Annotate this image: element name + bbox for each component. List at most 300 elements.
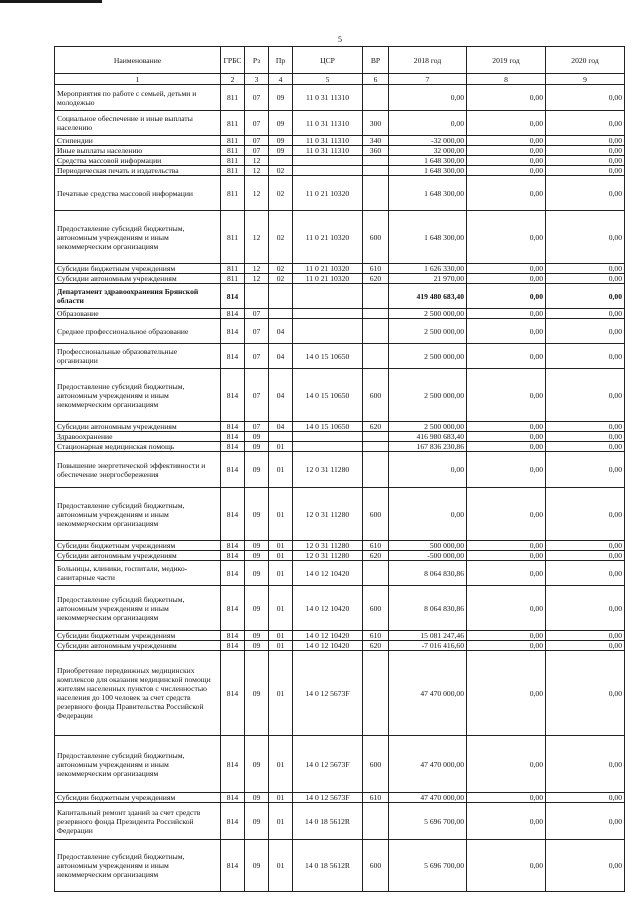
cell-grbs: 814 (221, 452, 245, 488)
cell-2020: 0,00 (546, 736, 625, 793)
cell-grbs: 811 (221, 85, 245, 111)
header-pr: Пр (269, 47, 293, 74)
cell-csr: 12 0 31 11280 (293, 541, 363, 551)
table-row (55, 422, 625, 432)
cell-pr (269, 432, 293, 442)
cell-csr: 14 0 15 10650 (293, 369, 363, 422)
cell-pr: 01 (269, 586, 293, 631)
cell-2019: 0,00 (467, 651, 546, 736)
cell-csr: 14 0 12 5673F (293, 651, 363, 736)
cell-grbs: 811 (221, 111, 245, 136)
cell-name: Среднее профессиональное образование (55, 319, 221, 344)
cell-pr: 02 (269, 176, 293, 211)
cell-name: Капитальный ремонт зданий за счет средств резервного фонда Президента Российской Федерации (55, 803, 221, 840)
cell-2018: 167 836 230,86 (389, 442, 467, 452)
cell-csr: 11 0 21 10320 (293, 176, 363, 211)
cell-pr: 02 (269, 166, 293, 176)
cell-csr: 11 0 31 11310 (293, 111, 363, 136)
cell-rz: 07 (245, 85, 269, 111)
cell-csr: 14 0 18 5612R (293, 840, 363, 892)
header-grbs: ГРБС (221, 47, 245, 74)
cell-2020: 0,00 (546, 551, 625, 561)
table-row (55, 111, 625, 136)
cell-2018: 2 500 000,00 (389, 369, 467, 422)
cell-2020: 0,00 (546, 111, 625, 136)
header-csr: ЦСР (293, 47, 363, 74)
table-row (55, 488, 625, 541)
table-row (55, 309, 625, 319)
cell-name: Стационарная медицинская помощь (55, 442, 221, 452)
cell-2019: 0,00 (467, 551, 546, 561)
cell-2020: 0,00 (546, 344, 625, 369)
header-2018: 2018 год (389, 47, 467, 74)
cell-2018: 1 648 300,00 (389, 166, 467, 176)
cell-rz: 12 (245, 156, 269, 166)
cell-rz: 09 (245, 840, 269, 892)
cell-vr (363, 156, 389, 166)
cell-2018: 47 470 000,00 (389, 651, 467, 736)
cell-vr: 340 (363, 136, 389, 146)
cell-2020: 0,00 (546, 211, 625, 264)
cell-vr (363, 651, 389, 736)
cell-rz: 09 (245, 651, 269, 736)
cell-rz: 09 (245, 586, 269, 631)
cell-pr: 04 (269, 422, 293, 432)
cell-grbs: 814 (221, 541, 245, 551)
cell-grbs: 814 (221, 840, 245, 892)
cell-2019: 0,00 (467, 442, 546, 452)
cell-grbs: 814 (221, 651, 245, 736)
cell-pr (269, 156, 293, 166)
cell-2020: 0,00 (546, 793, 625, 803)
cell-2019: 0,00 (467, 146, 546, 156)
cell-name: Стипендии (55, 136, 221, 146)
cell-csr: 11 0 31 11310 (293, 136, 363, 146)
cell-2018: -32 000,00 (389, 136, 467, 146)
cell-csr: 14 0 12 10420 (293, 561, 363, 586)
colnum-1: 1 (55, 74, 221, 85)
cell-2019: 0,00 (467, 344, 546, 369)
cell-rz: 12 (245, 166, 269, 176)
cell-grbs: 814 (221, 284, 245, 309)
cell-2020: 0,00 (546, 651, 625, 736)
cell-2018: 0,00 (389, 488, 467, 541)
cell-2020: 0,00 (546, 586, 625, 631)
colnum-3: 3 (245, 74, 269, 85)
cell-2018: 1 648 300,00 (389, 176, 467, 211)
cell-vr (363, 319, 389, 344)
cell-vr: 300 (363, 111, 389, 136)
cell-name: Предоставление субсидий бюджетным, автономным учреждениям и иным некоммерческим организациям (55, 840, 221, 892)
cell-pr: 02 (269, 274, 293, 284)
cell-2019: 0,00 (467, 319, 546, 344)
cell-2019: 0,00 (467, 561, 546, 586)
cell-csr: 11 0 31 11310 (293, 146, 363, 156)
cell-2018: 1 626 330,00 (389, 264, 467, 274)
cell-grbs: 814 (221, 369, 245, 422)
cell-grbs: 814 (221, 319, 245, 344)
cell-vr: 600 (363, 211, 389, 264)
page-number: 5 (338, 35, 342, 44)
cell-2020: 0,00 (546, 488, 625, 541)
cell-2019: 0,00 (467, 85, 546, 111)
cell-grbs: 814 (221, 561, 245, 586)
cell-name: Приобретение передвижных медицинских комплексов для оказания медицинской помощи жителям населенных пунктов с численностью населения до 100 человек за счет средств резервного фонда Правительства Российской Федерации (55, 651, 221, 736)
cell-vr (363, 803, 389, 840)
table-row (55, 369, 625, 422)
cell-2020: 0,00 (546, 146, 625, 156)
cell-name: Социальное обеспечение и иные выплаты населению (55, 111, 221, 136)
cell-vr (363, 442, 389, 452)
cell-rz: 07 (245, 344, 269, 369)
cell-csr (293, 284, 363, 309)
cell-vr: 610 (363, 264, 389, 274)
cell-csr (293, 156, 363, 166)
cell-name: Субсидии автономным учреждениям (55, 641, 221, 651)
cell-pr: 09 (269, 136, 293, 146)
cell-name: Субсидии бюджетным учреждениям (55, 541, 221, 551)
cell-name: Субсидии автономным учреждениям (55, 551, 221, 561)
cell-rz: 07 (245, 319, 269, 344)
table-row (55, 840, 625, 892)
cell-grbs: 811 (221, 136, 245, 146)
cell-2019: 0,00 (467, 803, 546, 840)
cell-2019: 0,00 (467, 264, 546, 274)
cell-2020: 0,00 (546, 561, 625, 586)
cell-vr (363, 284, 389, 309)
column-number-row (55, 74, 625, 85)
table-row (55, 156, 625, 166)
cell-rz: 12 (245, 176, 269, 211)
cell-grbs: 814 (221, 586, 245, 631)
table-row (55, 651, 625, 736)
cell-grbs: 814 (221, 344, 245, 369)
cell-name: Профессиональные образовательные организации (55, 344, 221, 369)
cell-rz (245, 284, 269, 309)
cell-rz: 12 (245, 264, 269, 274)
cell-name: Предоставление субсидий бюджетным, автономным учреждениям и иным некоммерческим организациям (55, 488, 221, 541)
cell-2019: 0,00 (467, 166, 546, 176)
cell-2018: 500 000,00 (389, 541, 467, 551)
cell-csr: 14 0 15 10650 (293, 422, 363, 432)
cell-vr (363, 344, 389, 369)
cell-2018: 0,00 (389, 85, 467, 111)
table-row (55, 551, 625, 561)
cell-2020: 0,00 (546, 840, 625, 892)
table-row (55, 452, 625, 488)
cell-2019: 0,00 (467, 541, 546, 551)
cell-2020: 0,00 (546, 319, 625, 344)
cell-name: Субсидии бюджетным учреждениям (55, 631, 221, 641)
cell-2018: 2 500 000,00 (389, 422, 467, 432)
cell-2018: 21 970,00 (389, 274, 467, 284)
cell-2020: 0,00 (546, 85, 625, 111)
cell-csr: 14 0 12 10420 (293, 641, 363, 651)
cell-2019: 0,00 (467, 274, 546, 284)
table-row (55, 641, 625, 651)
cell-pr: 01 (269, 641, 293, 651)
cell-csr: 11 0 21 10320 (293, 211, 363, 264)
cell-csr: 14 0 12 5673F (293, 736, 363, 793)
cell-csr: 11 0 21 10320 (293, 274, 363, 284)
header-rz: Рз (245, 47, 269, 74)
cell-pr: 09 (269, 111, 293, 136)
cell-2018: 0,00 (389, 111, 467, 136)
cell-2018: 2 500 000,00 (389, 344, 467, 369)
cell-grbs: 814 (221, 432, 245, 442)
cell-2018: 15 081 247,46 (389, 631, 467, 641)
cell-2019: 0,00 (467, 793, 546, 803)
cell-vr (363, 309, 389, 319)
cell-2019: 0,00 (467, 586, 546, 631)
colnum-7: 7 (389, 74, 467, 85)
cell-2019: 0,00 (467, 452, 546, 488)
cell-vr: 600 (363, 369, 389, 422)
colnum-9: 9 (546, 74, 625, 85)
cell-grbs: 814 (221, 736, 245, 793)
cell-2019: 0,00 (467, 111, 546, 136)
cell-2019: 0,00 (467, 211, 546, 264)
cell-2018: 8 064 830,86 (389, 561, 467, 586)
cell-name: Субсидии автономным учреждениям (55, 422, 221, 432)
table-row (55, 264, 625, 274)
cell-rz: 09 (245, 452, 269, 488)
cell-rz: 07 (245, 369, 269, 422)
cell-rz: 09 (245, 442, 269, 452)
cell-2018: 416 980 683,40 (389, 432, 467, 442)
cell-2018: 5 696 700,00 (389, 803, 467, 840)
cell-csr (293, 432, 363, 442)
cell-name: Печатные средства массовой информации (55, 176, 221, 211)
cell-2020: 0,00 (546, 176, 625, 211)
table-header-row (55, 47, 625, 74)
cell-rz: 09 (245, 631, 269, 641)
cell-vr: 600 (363, 488, 389, 541)
cell-csr: 12 0 31 11280 (293, 488, 363, 541)
cell-vr (363, 166, 389, 176)
cell-grbs: 811 (221, 166, 245, 176)
cell-grbs: 814 (221, 551, 245, 561)
cell-2020: 0,00 (546, 541, 625, 551)
cell-rz: 07 (245, 136, 269, 146)
cell-csr: 12 0 31 11280 (293, 551, 363, 561)
cell-2019: 0,00 (467, 641, 546, 651)
cell-grbs: 814 (221, 442, 245, 452)
cell-grbs: 814 (221, 309, 245, 319)
cell-2018: 2 500 000,00 (389, 309, 467, 319)
table-row (55, 803, 625, 840)
cell-2019: 0,00 (467, 284, 546, 309)
cell-rz: 12 (245, 274, 269, 284)
table-row (55, 736, 625, 793)
table-row (55, 85, 625, 111)
table-row (55, 319, 625, 344)
cell-name: Образование (55, 309, 221, 319)
cell-pr: 01 (269, 631, 293, 641)
cell-2018: 1 648 300,00 (389, 211, 467, 264)
cell-grbs: 811 (221, 264, 245, 274)
table-row (55, 166, 625, 176)
cell-grbs: 811 (221, 176, 245, 211)
budget-table (54, 46, 625, 892)
cell-2018: 5 696 700,00 (389, 840, 467, 892)
cell-grbs: 814 (221, 422, 245, 432)
colnum-4: 4 (269, 74, 293, 85)
cell-2018: -500 000,00 (389, 551, 467, 561)
cell-vr (363, 176, 389, 211)
cell-grbs: 811 (221, 211, 245, 264)
cell-vr: 620 (363, 274, 389, 284)
cell-rz: 09 (245, 488, 269, 541)
cell-vr: 360 (363, 146, 389, 156)
cell-2018: 2 500 000,00 (389, 319, 467, 344)
cell-rz: 07 (245, 146, 269, 156)
cell-2019: 0,00 (467, 840, 546, 892)
cell-pr: 04 (269, 344, 293, 369)
table-row (55, 586, 625, 631)
cell-vr (363, 452, 389, 488)
cell-grbs: 811 (221, 146, 245, 156)
cell-name: Субсидии бюджетным учреждениям (55, 264, 221, 274)
cell-2018: 47 470 000,00 (389, 793, 467, 803)
cell-rz: 09 (245, 641, 269, 651)
cell-pr: 01 (269, 541, 293, 551)
cell-vr: 620 (363, 641, 389, 651)
cell-vr: 600 (363, 736, 389, 793)
cell-grbs: 814 (221, 488, 245, 541)
cell-vr: 600 (363, 586, 389, 631)
cell-pr: 01 (269, 452, 293, 488)
cell-2018: 8 064 830,86 (389, 586, 467, 631)
cell-vr: 610 (363, 793, 389, 803)
table-row (55, 541, 625, 551)
cell-2020: 0,00 (546, 264, 625, 274)
cell-2020: 0,00 (546, 432, 625, 442)
cell-csr (293, 309, 363, 319)
cell-rz: 07 (245, 111, 269, 136)
cell-rz: 09 (245, 432, 269, 442)
table-row (55, 561, 625, 586)
cell-2020: 0,00 (546, 369, 625, 422)
cell-name: Субсидии бюджетным учреждениям (55, 793, 221, 803)
cell-vr: 620 (363, 422, 389, 432)
cell-2019: 0,00 (467, 488, 546, 541)
cell-csr: 14 0 12 10420 (293, 631, 363, 641)
cell-vr (363, 432, 389, 442)
cell-name: Здравоохранение (55, 432, 221, 442)
cell-pr (269, 309, 293, 319)
cell-vr: 610 (363, 541, 389, 551)
cell-name: Периодическая печать и издательства (55, 166, 221, 176)
top-rule (0, 0, 102, 3)
cell-2019: 0,00 (467, 136, 546, 146)
cell-rz: 12 (245, 211, 269, 264)
cell-2020: 0,00 (546, 452, 625, 488)
cell-pr: 09 (269, 146, 293, 156)
cell-2018: 32 000,00 (389, 146, 467, 156)
cell-2020: 0,00 (546, 422, 625, 432)
cell-pr: 09 (269, 85, 293, 111)
table-row (55, 136, 625, 146)
cell-pr: 02 (269, 264, 293, 274)
cell-name: Средства массовой информации (55, 156, 221, 166)
cell-2020: 0,00 (546, 156, 625, 166)
cell-pr: 01 (269, 488, 293, 541)
cell-2020: 0,00 (546, 166, 625, 176)
cell-2019: 0,00 (467, 631, 546, 641)
cell-csr: 14 0 12 5673F (293, 793, 363, 803)
cell-name: Повышение энергетической эффективности и обеспечение энергосбережения (55, 452, 221, 488)
cell-rz: 09 (245, 551, 269, 561)
header-2020: 2020 год (546, 47, 625, 74)
cell-pr: 04 (269, 319, 293, 344)
colnum-2: 2 (221, 74, 245, 85)
cell-2020: 0,00 (546, 442, 625, 452)
cell-name: Мероприятия по работе с семьей, детьми и молодежью (55, 85, 221, 111)
table-row (55, 432, 625, 442)
cell-vr (363, 85, 389, 111)
cell-csr: 11 0 31 11310 (293, 85, 363, 111)
cell-csr: 12 0 31 11280 (293, 452, 363, 488)
header-vr: ВР (363, 47, 389, 74)
table-row (55, 211, 625, 264)
cell-2018: 47 470 000,00 (389, 736, 467, 793)
cell-grbs: 814 (221, 641, 245, 651)
cell-2020: 0,00 (546, 309, 625, 319)
cell-2020: 0,00 (546, 284, 625, 309)
cell-grbs: 814 (221, 793, 245, 803)
table-row (55, 631, 625, 641)
cell-rz: 09 (245, 793, 269, 803)
cell-2018: -7 016 416,60 (389, 641, 467, 651)
cell-2019: 0,00 (467, 176, 546, 211)
cell-pr: 01 (269, 442, 293, 452)
cell-name: Субсидии автономным учреждениям (55, 274, 221, 284)
cell-rz: 07 (245, 309, 269, 319)
cell-vr (363, 561, 389, 586)
table-row (55, 344, 625, 369)
cell-2020: 0,00 (546, 631, 625, 641)
cell-name: Предоставление субсидий бюджетным, автономным учреждениям и иным некоммерческим организациям (55, 369, 221, 422)
cell-grbs: 811 (221, 274, 245, 284)
cell-pr: 01 (269, 551, 293, 561)
cell-2020: 0,00 (546, 136, 625, 146)
cell-2019: 0,00 (467, 422, 546, 432)
cell-2019: 0,00 (467, 432, 546, 442)
table-row (55, 146, 625, 156)
cell-pr: 01 (269, 840, 293, 892)
cell-pr: 01 (269, 561, 293, 586)
cell-rz: 07 (245, 422, 269, 432)
colnum-6: 6 (363, 74, 389, 85)
cell-2020: 0,00 (546, 641, 625, 651)
cell-2018: 1 648 300,00 (389, 156, 467, 166)
cell-csr (293, 319, 363, 344)
cell-grbs: 814 (221, 631, 245, 641)
cell-vr: 600 (363, 840, 389, 892)
table-row (55, 442, 625, 452)
cell-csr (293, 166, 363, 176)
header-2019: 2019 год (467, 47, 546, 74)
table-row (55, 284, 625, 309)
cell-pr: 02 (269, 211, 293, 264)
cell-grbs: 811 (221, 156, 245, 166)
cell-name: Департамент здравоохранения Брянской области (55, 284, 221, 309)
cell-vr: 620 (363, 551, 389, 561)
colnum-8: 8 (467, 74, 546, 85)
cell-2018: 419 480 683,40 (389, 284, 467, 309)
cell-rz: 09 (245, 803, 269, 840)
